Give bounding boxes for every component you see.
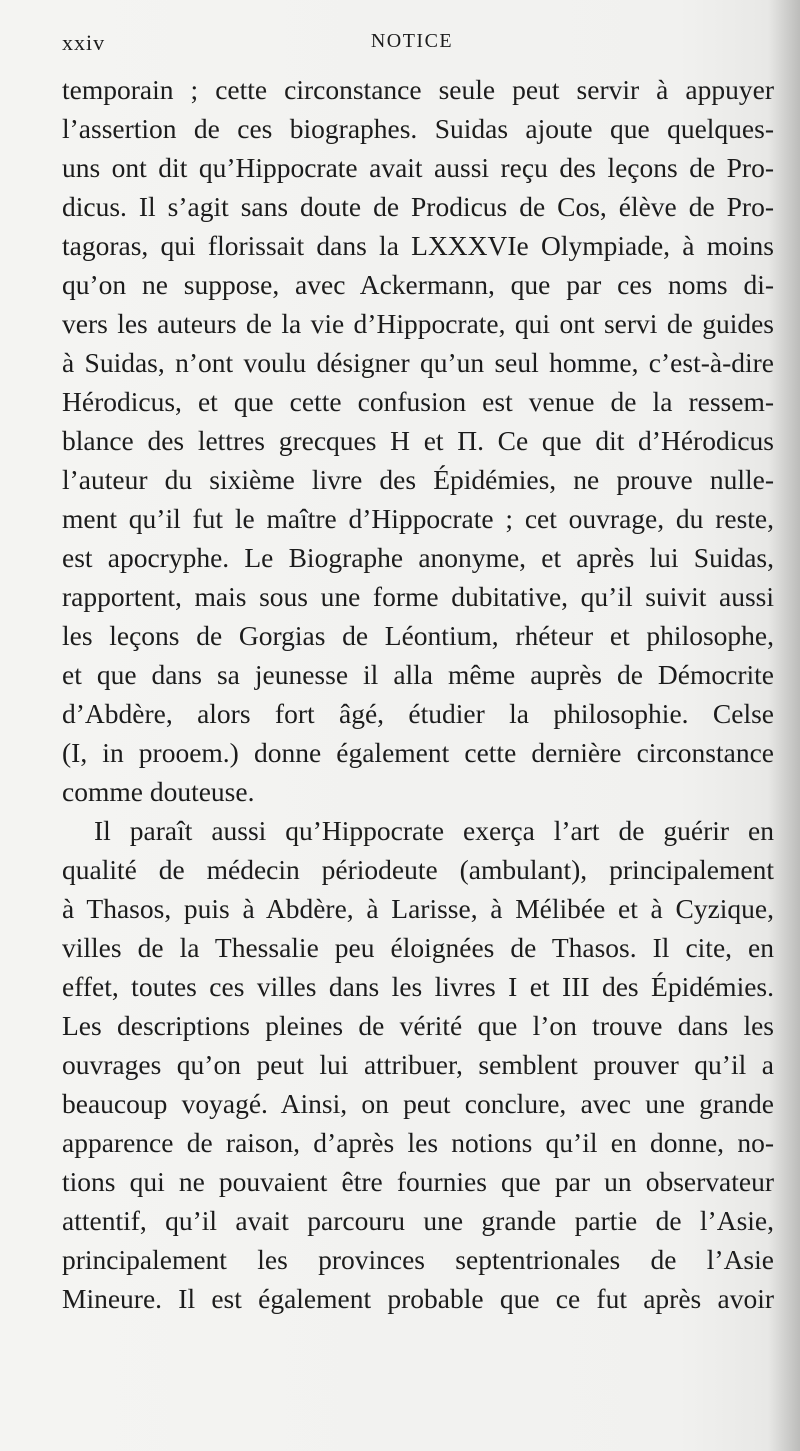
- text-line: qualité de médecin périodeute (ambulant), principalement: [62, 854, 774, 885]
- text-line: ment qu’il fut le maître d’Hippocrate ; cet ouvrage, du reste,: [62, 503, 774, 534]
- text-line: blance des lettres grecques H et Π. Ce que dit d’Hérodicus: [62, 425, 774, 456]
- text-line: et que dans sa jeunesse il alla même auprès de Démocrite: [62, 659, 774, 690]
- text-line: temporain ; cette circonstance seule peut servir à appuyer: [62, 74, 774, 105]
- text-line: est apocryphe. Le Biographe anonyme, et après lui Suidas,: [62, 542, 774, 573]
- text-line: l’assertion de ces biographes. Suidas ajoute que quelques-: [62, 113, 774, 144]
- text-line: beaucoup voyagé. Ainsi, on peut conclure, avec une grande: [62, 1088, 774, 1119]
- text-line: l’auteur du sixième livre des Épidémies, ne prouve nulle-: [62, 464, 774, 495]
- body-text: [62, 70, 774, 1318]
- text-line: attentif, qu’il avait parcouru une grande partie de l’Asie,: [62, 1205, 774, 1236]
- text-line: effet, toutes ces villes dans les livres I et III des Épidémies.: [62, 971, 774, 1002]
- text-line: les leçons de Gorgias de Léontium, rhéteur et philosophe,: [62, 620, 774, 651]
- text-line: ouvrages qu’on peut lui attribuer, semblent prouver qu’il a: [62, 1049, 774, 1080]
- text-line: qu’on ne suppose, avec Ackermann, que par ces noms di-: [62, 269, 774, 300]
- text-line: Hérodicus, et que cette confusion est venue de la ressem-: [62, 386, 774, 417]
- text-line: Il paraît aussi qu’Hippocrate exerça l’art de guérir en: [94, 815, 774, 846]
- text-line: Les descriptions pleines de vérité que l’on trouve dans les: [62, 1010, 774, 1041]
- text-line: villes de la Thessalie peu éloignées de Thasos. Il cite, en: [62, 932, 774, 963]
- text-line: rapportent, mais sous une forme dubitative, qu’il suivit aussi: [62, 581, 774, 612]
- text-line: à Suidas, n’ont voulu désigner qu’un seul homme, c’est-à-dire: [62, 347, 774, 378]
- text-line: Mineure. Il est également probable que ce fut après avoir: [62, 1283, 774, 1314]
- paragraph: [62, 811, 774, 1318]
- page-header: [62, 26, 762, 66]
- running-title: NOTICE: [370, 30, 454, 52]
- text-line: comme douteuse.: [62, 776, 255, 807]
- text-line: d’Abdère, alors fort âgé, étudier la philosophie. Celse: [62, 698, 774, 729]
- text-line: apparence de raison, d’après les notions qu’il en donne, no-: [62, 1127, 774, 1158]
- text-line: (I, in prooem.) donne également cette dernière circonstance: [62, 737, 774, 768]
- text-line: dicus. Il s’agit sans doute de Prodicus de Cos, élève de Pro-: [62, 191, 774, 222]
- text-line: tions qui ne pouvaient être fournies que par un observateur: [62, 1166, 774, 1197]
- text-line: à Thasos, puis à Abdère, à Larisse, à Mélibée et à Cyzique,: [62, 893, 774, 924]
- text-line: uns ont dit qu’Hippocrate avait aussi reçu des leçons de Pro-: [62, 152, 774, 183]
- text-line: tagoras, qui florissait dans la LXXXVIe Olympiade, à moins: [62, 230, 774, 261]
- text-line: principalement les provinces septentrionales de l’Asie: [62, 1244, 774, 1275]
- paragraph: [62, 70, 774, 811]
- text-line: vers les auteurs de la vie d’Hippocrate, qui ont servi de guides: [62, 308, 774, 339]
- page-number: xxiv: [62, 30, 106, 55]
